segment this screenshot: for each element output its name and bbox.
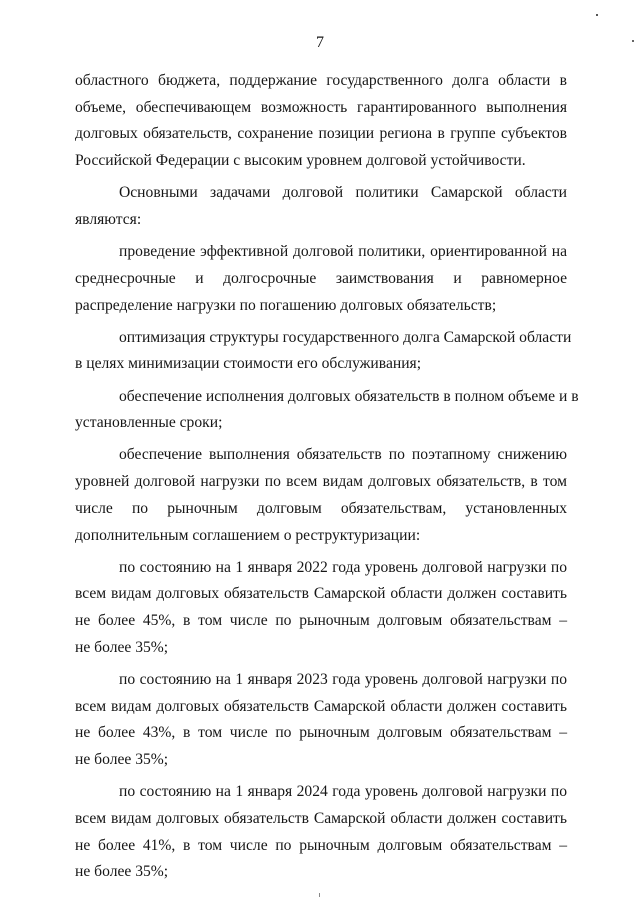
text-line: не более 35%; [75, 751, 169, 768]
text-line: в целях минимизации стоимости его обслуживания; [75, 355, 422, 373]
text-line: Основными задачами долговой политики Самарской области [119, 184, 567, 202]
text-line: не более 45%, в том числе по рыночным долговым обязательствам – [75, 612, 567, 630]
scan-mark [319, 893, 320, 897]
text-line: обеспечение исполнения долговых обязательств в полном объеме и в [119, 387, 579, 405]
text-line: не более 35%; [75, 863, 169, 881]
text-line: среднесрочные и долгосрочные заимствования и равномерное [75, 269, 567, 287]
text-line: являются: [75, 210, 142, 228]
text-line: всем видам долговых обязательств Самарской области должен составить [75, 697, 567, 715]
document-body [75, 68, 579, 886]
text-line: установленные сроки; [75, 414, 223, 432]
text-line: не более 43%, в том числе по рыночным долговым обязательствам – [75, 724, 567, 742]
text-line: обеспечение выполнения обязательств по поэтапному снижению [119, 446, 567, 464]
text-line: по состоянию на 1 января 2023 года уровень долговой нагрузки по [119, 670, 567, 688]
scan-mark [596, 14, 598, 16]
text-line: Российской Федерации с высоким уровнем долговой устойчивости. [75, 152, 526, 170]
text-line: числе по рыночным долговым обязательствам, установленных [75, 499, 567, 517]
text-line: долговых обязательств, сохранение позиции региона в группе субъектов [75, 125, 567, 143]
text-line: проведение эффективной долговой политики, ориентированной на [119, 243, 567, 261]
text-line: распределение нагрузки по погашению долговых обязательств; [75, 296, 497, 314]
text-line: всем видам долговых обязательств Самарской области должен составить [75, 809, 567, 827]
text-line: уровней долговой нагрузки по всем видам долговых обязательств, в том [75, 473, 567, 491]
text-line: дополнительным соглашением о реструктуризации: [75, 526, 421, 544]
text-line: по состоянию на 1 января 2024 года уровень долговой нагрузки по [119, 783, 567, 801]
text-line: по состоянию на 1 января 2022 года уровень долговой нагрузки по [119, 558, 567, 576]
text-line: всем видам долговых обязательств Самарской области должен составить [75, 585, 567, 603]
text-line: объеме, обеспечивающем возможность гарантированного выполнения [75, 98, 567, 116]
text-line: не более 35%; [75, 638, 169, 656]
text-line: не более 41%, в том числе по рыночным долговым обязательствам – [75, 836, 567, 854]
text-line: оптимизация структуры государственного долга Самарской области [119, 328, 572, 346]
page-number: 7 [316, 34, 324, 51]
text-line: областного бюджета, поддержание государственного долга области в [75, 72, 567, 89]
